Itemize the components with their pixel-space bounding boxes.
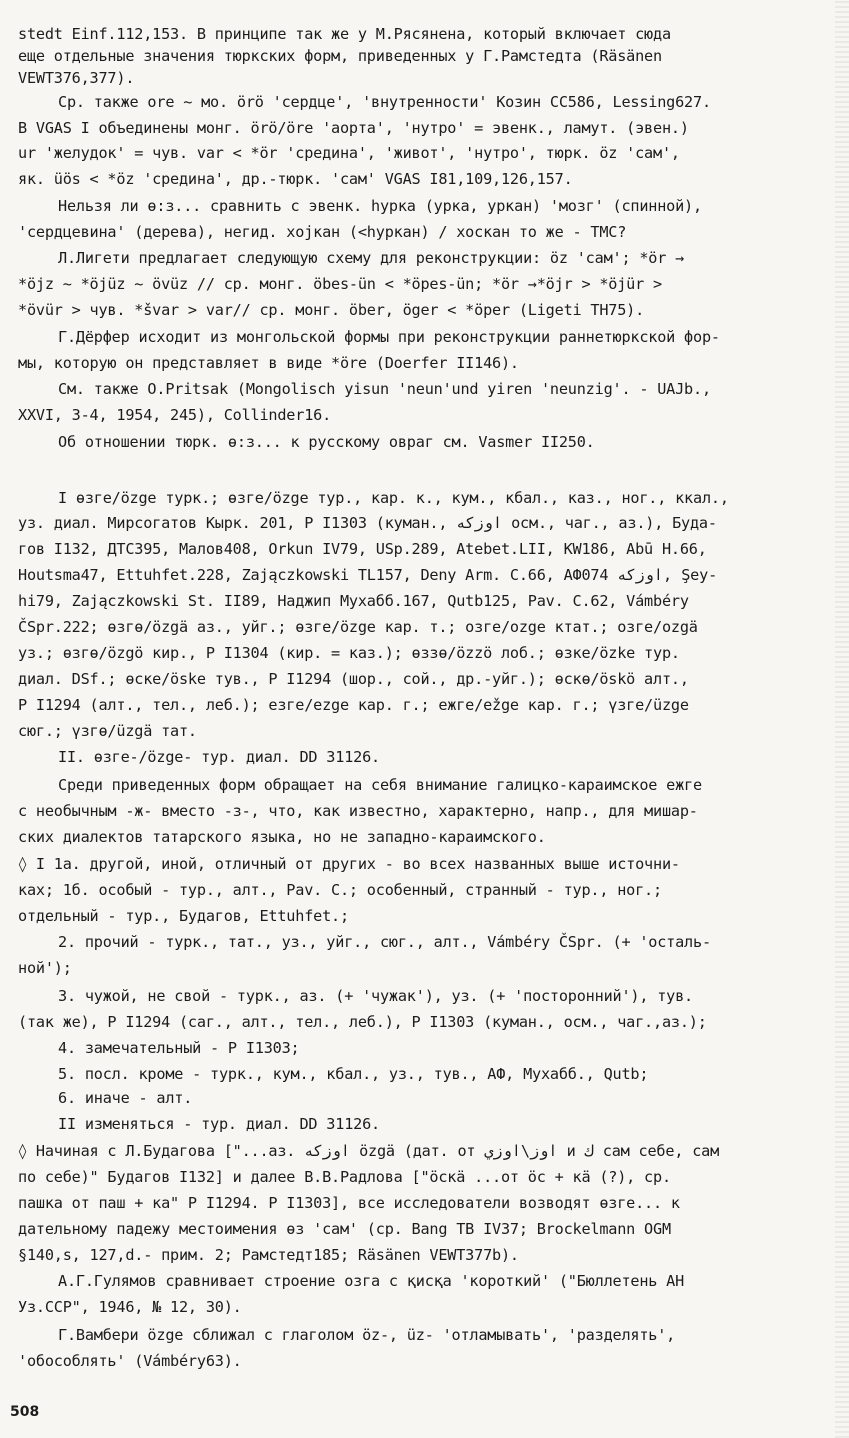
text-line: Ср. также ore ~ мо. örö 'сердце', 'внутренности' Козин CC586, Lessing627. xyxy=(58,93,711,111)
text-line: Г.Дёрфер исходит из монгольской формы при реконструкции раннетюркской фор- xyxy=(58,328,720,346)
text-line: Среди приведенных форм обращает на себя внимание галицко-караимское ежге xyxy=(58,776,702,794)
text-line: диал. DSf.; өске/öske тув., Р I1294 (шор., сой., др.-уйг.); өскө/öskö алт., xyxy=(18,670,689,688)
text-line: с необычным -ж- вместо -з-, что, как известно, характерно, напр., для мишар- xyxy=(18,802,698,820)
text-line: 'обособлять' (Vámbéry63). xyxy=(18,1352,242,1370)
text-line: уз.; өзгө/özgö кир., Р I1304 (кир. = каз.); өззө/özzö лоб.; өзке/özke тур. xyxy=(18,644,680,662)
text-line: II. өзге-/özge- тур. диал. DD 31126. xyxy=(58,748,380,766)
text-line: пашка от паш + ка" Р I1294. Р I1303], все исследователи возводят өзге... к xyxy=(18,1194,680,1212)
text-line: Р I1294 (алт., тел., леб.); езге/ezge кар. г.; ежге/ežge кар. г.; үзге/üzge xyxy=(18,696,689,714)
text-line: hi79, Zajączkowski St. II89, Наджип Мухабб.167, Qutb125, Pav. C.62, Vámbéry xyxy=(18,592,689,610)
text-line: мы, которую он представляет в виде *öre (Doerfer II146). xyxy=(18,354,519,372)
text-line: 6. иначе - алт. xyxy=(58,1089,193,1107)
text-line: ČSpr.222; өзгө/özgä аз., уйг.; өзге/özge кар. т.; озге/ozge ктат.; озге/ozgä xyxy=(18,618,698,636)
text-line: 3. чужой, не свой - турк., аз. (+ 'чужак'), уз. (+ 'посторонний'), тув. xyxy=(58,987,693,1005)
text-line: ках; 1б. особый - тур., алт., Pav. C.; особенный, странный - тур., ног.; xyxy=(18,881,662,899)
text-line: (так же), Р I1294 (саг., алт., тел., леб.), Р I1303 (куман., осм., чаг.,аз.); xyxy=(18,1013,707,1031)
text-line: 2. прочий - турк., тат., уз., уйг., сюг., алт., Vámbéry ČSpr. (+ 'осталь- xyxy=(58,933,711,951)
text-line: 5. посл. кроме - турк., кум., кбал., уз., тув., АФ, Мухабб., Qutb; xyxy=(58,1065,649,1083)
text-line: §140,s, 127,d.- прим. 2; Рамстедт185; Räsänen VEWT377b). xyxy=(18,1246,519,1264)
text-line: В VGAS I объединены монг. örö/öre 'аорта', 'нутро' = эвенк., ламут. (эвен.) xyxy=(18,119,689,137)
text-line: 4. замечательный - Р I1303; xyxy=(58,1039,300,1057)
text-line: ur 'желудок' = чув. var < *ör 'средина', 'живот', 'нутро', тюрк. öz 'сам', xyxy=(18,144,680,162)
text-line: уз. диал. Мирсогатов Кырк. 201, Р I1303 (куман., اوزكه осм., чаг., аз.), Буда- xyxy=(18,514,717,532)
text-line: гов I132, ДТС395, Малов408, Orkun IV79, USp.289, Atebet.LII, KW186, Abū H.66, xyxy=(18,540,707,558)
text-line: *öjz ~ *öjüz ~ övüz // ср. монг. öbes-ün < *öpes-ün; *ör →*öjr > *öjür > xyxy=(18,275,662,293)
text-line: stedt Einf.112,153. В принципе так же у М.Рясянена, который включает сюда xyxy=(18,25,671,43)
text-line: Г.Вамбери özge сближал с глаголом öz-, üz- 'отламывать', 'разделять', xyxy=(58,1326,676,1344)
text-line: еще отдельные значения тюркских форм, приведенных у Г.Рамстедта (Räsänen xyxy=(18,47,662,65)
text-line: II изменяться - тур. диал. DD 31126. xyxy=(58,1115,380,1133)
text-line: дательному падежу местоимения өз 'сам' (ср. Bang TB IV37; Brockelmann OGM xyxy=(18,1220,671,1238)
text-line: ◊ Начиная с Л.Будагова ["...аз. اوزكه özgä (дат. от اوز\اوزي и ك сам себе, сам xyxy=(18,1142,720,1160)
text-line: Об отношении тюрк. ө:з... к русскому овраг см. Vasmer II250. xyxy=(58,433,595,451)
text-line: отдельный - тур., Будагов, Ettuhfet.; xyxy=(18,907,349,925)
text-line: як. üös < *öz 'средина', др.-тюрк. 'сам' VGAS I81,109,126,157. xyxy=(18,170,573,188)
text-line: Л.Лигети предлагает следующую схему для реконструкции: öz 'сам'; *ör → xyxy=(58,249,685,267)
text-line: *övür > чув. *švar > var// ср. монг. öber, öger < *öper (Ligeti TH75). xyxy=(18,301,645,319)
text-line: См. также O.Pritsak (Mongolisch yisun 'neun'und yiren 'neunzig'. - UAJb., xyxy=(58,380,711,398)
text-line: сюг.; үзгө/üzgä тат. xyxy=(18,722,197,740)
text-line: 'сердцевина' (дерева), негид. хојкан (<һуркан) / хоскан то же - ТМС? xyxy=(18,223,627,241)
text-line: VEWT376,377). xyxy=(18,69,135,87)
text-line: I өзгe/özge турк.; өзге/özge тур., кар. к., кум., кбал., каз., ног., ккал., xyxy=(58,489,729,507)
page-edge xyxy=(835,0,849,1438)
page-number: 508 xyxy=(10,1404,40,1420)
text-line: ских диалектов татарского языка, но не западно-караимского. xyxy=(18,828,546,846)
text-line: по себе)" Будагов I132] и далее В.В.Радлова ["öскä ...от öс + кä (?), ср. xyxy=(18,1168,671,1186)
text-line: ◊ I 1а. другой, иной, отличный от других - во всех названных выше источни- xyxy=(18,855,680,873)
text-line: А.Г.Гулямов сравнивает строение озга с қисқа 'короткий' ("Бюллетень АН xyxy=(58,1272,685,1290)
text-line: Houtsma47, Ettuhfet.228, Zajączkowski TL157, Deny Arm. C.66, АФ074 اوزكه, Şey- xyxy=(18,566,718,584)
text-line: XXVI, 3-4, 1954, 245), Collinder16. xyxy=(18,406,332,424)
text-line: Нельзя ли ө:з... сравнить с эвенк. һурка (урка, уркан) 'мозг' (спинной), xyxy=(58,197,702,215)
text-line: Уз.ССР", 1946, № 12, 30). xyxy=(18,1298,242,1316)
text-line: ной'); xyxy=(18,959,72,977)
